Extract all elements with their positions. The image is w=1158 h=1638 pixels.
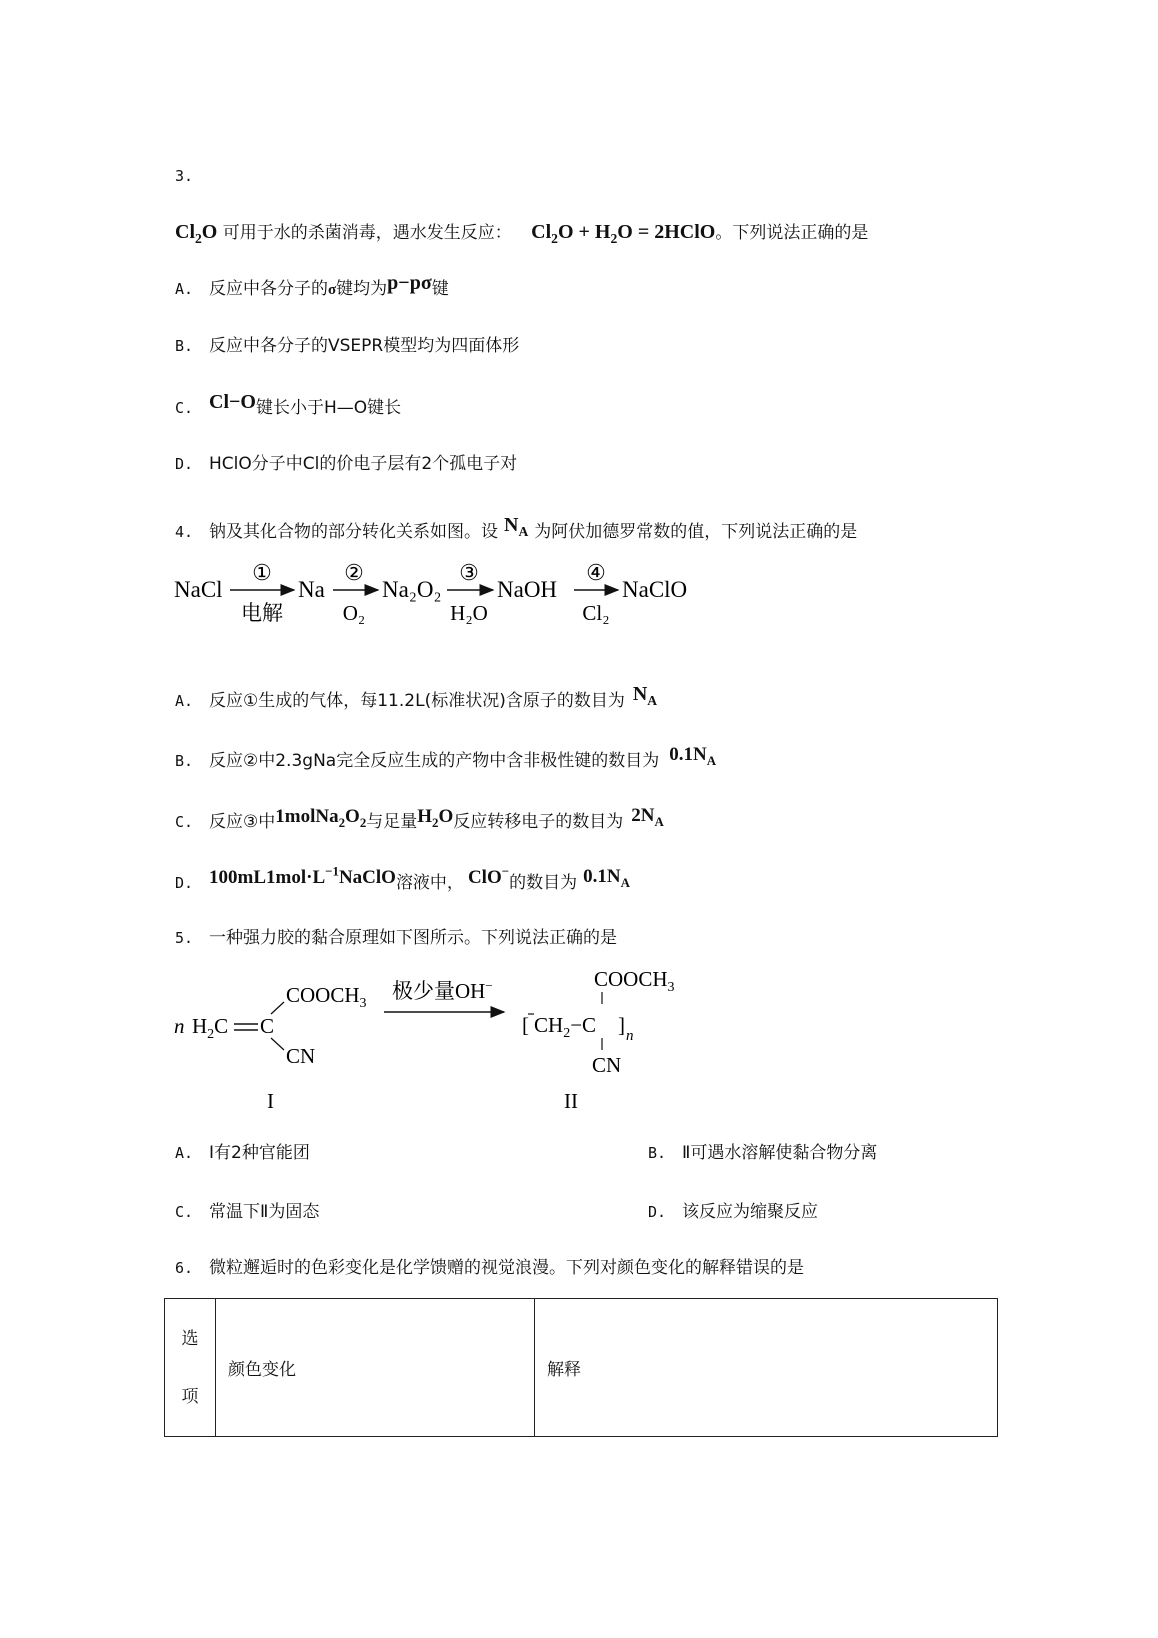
option-label: B.	[648, 1144, 667, 1162]
q4-option-b[interactable]	[175, 744, 717, 773]
option-label: B.	[175, 752, 194, 770]
q4-option-a[interactable]	[175, 683, 658, 713]
step-1-label: ①	[252, 560, 272, 585]
species-naclo: NaClO	[622, 577, 688, 602]
q5-option-b-text: Ⅱ可遇水溶解使黏合物分离	[682, 1143, 878, 1163]
option-label: D.	[648, 1203, 667, 1221]
q4-option-c-text-1: 反应③中	[209, 812, 276, 832]
q5-option-d[interactable]	[648, 1200, 818, 1224]
q3-stem-text-1: 可用于水的杀菌消毒，遇水发生反应：	[222, 223, 512, 243]
header-color-change: 颜色变化	[216, 1299, 535, 1437]
option-label: C.	[175, 399, 194, 417]
q4-stem	[175, 514, 858, 544]
q6-stem	[175, 1256, 804, 1280]
option-label: D.	[175, 455, 194, 473]
q6-table	[164, 1298, 998, 1437]
reaction-condition: 极少量OH−	[392, 978, 493, 1003]
q4-option-c-text-2: 与足量	[366, 812, 418, 832]
condition-2: O₂	[342, 601, 366, 625]
q3-number: 3.	[175, 167, 194, 185]
q3-stem-equation: $Cl_2O + H_2O$ = 2HClO	[531, 221, 716, 246]
bond-to-nitrile	[271, 1038, 284, 1050]
q3-option-a-formula: p−pσ	[387, 272, 432, 294]
q3-stem-formula: $Cl_2O$	[175, 221, 218, 246]
option-label: A.	[175, 280, 194, 298]
q4-stem-text-1: 钠及其化合物的部分转化关系如图。设	[209, 522, 498, 542]
q5-option-c[interactable]	[175, 1200, 319, 1224]
q3-option-b-text: 反应中各分子的VSEPR模型均为四面体形	[209, 336, 520, 356]
q3-option-b[interactable]	[175, 334, 519, 358]
step-2-label: ②	[344, 560, 364, 585]
table-header-row	[165, 1299, 998, 1437]
q4-option-d-formula-3: $0.1N_A$	[583, 866, 630, 890]
header-option	[165, 1299, 216, 1437]
q4-stem-formula: $N_A$	[504, 514, 529, 539]
species-nacl: NaCl	[174, 577, 223, 602]
q4-sodium-scheme	[170, 560, 730, 650]
condition-1: 电解	[241, 601, 283, 625]
condition-3: H₂O	[450, 601, 488, 625]
polymer-label: II	[564, 1089, 578, 1113]
q4-option-d-formula-1: $100mL1mol\cdot L^{-1}NaClO$	[209, 863, 396, 888]
q3-option-d-text: HClO分子中Cl的价电子层有2个孤电子对	[209, 454, 518, 474]
polymer-bracket-right: ]	[618, 1013, 625, 1037]
species-naoh: NaOH	[497, 577, 558, 602]
q5-option-b[interactable]	[648, 1141, 877, 1165]
bond-to-ester	[271, 1002, 284, 1014]
monomer-carbon: C	[260, 1014, 275, 1038]
header-option-line-1: 选	[181, 1328, 199, 1349]
option-label: A.	[175, 692, 194, 710]
q3-option-c-formula: Cl−O	[209, 391, 256, 413]
q4-option-a-text: 反应①生成的气体，每11.2L(标准状况)含原子的数目为	[209, 691, 625, 711]
species-na: Na	[298, 577, 325, 602]
step-3-label: ③	[459, 560, 479, 585]
header-option-line-2: 项	[181, 1386, 199, 1407]
q4-option-d-formula-2: ClO−	[467, 863, 510, 888]
monomer-h2c: $H_2C$	[192, 1014, 229, 1042]
q4-option-c-formula-3: $2N_A$	[631, 805, 664, 829]
q4-option-c-text-3: 反应转移电子的数目为	[453, 812, 624, 832]
monomer-coefficient: n	[174, 1014, 185, 1038]
q4-option-d[interactable]	[175, 863, 630, 895]
monomer-label: I	[267, 1089, 274, 1113]
q6-stem-text: 微粒邂逅时的色彩变化是化学馈赠的视觉浪漫。下列对颜色变化的解释错误的是	[209, 1258, 804, 1278]
step-4-label: ④	[586, 560, 606, 585]
condition-4: Cl₂	[582, 601, 610, 625]
q3-option-a-text-1: 反应中各分子的	[209, 279, 328, 299]
q4-option-c-formula-1: $1molNa_2O_2$	[275, 806, 367, 830]
q3-stem	[175, 220, 868, 245]
option-label: C.	[175, 1203, 194, 1221]
monomer-nitrile-group: CN	[286, 1044, 316, 1068]
q5-option-d-text: 该反应为缩聚反应	[682, 1202, 818, 1222]
q3-option-c-text: 键长小于H—O键长	[255, 398, 402, 418]
q5-option-a-text: Ⅰ有2种官能团	[209, 1143, 310, 1163]
option-label: A.	[175, 1144, 194, 1162]
q5-stem	[175, 926, 617, 950]
q4-option-d-text-1: 溶液中，	[395, 873, 464, 893]
polymer-ch2: $CH_2-C$	[534, 1013, 597, 1041]
q4-number: 4.	[175, 523, 194, 541]
q4-option-b-text: 反应②中2.3gNa完全反应生成的产物中含非极性键的数目为	[209, 751, 660, 771]
q4-option-c-formula-2: $H_2O$	[417, 806, 454, 830]
polymer-subscript-n: n	[626, 1028, 634, 1044]
option-label: B.	[175, 337, 194, 355]
q5-option-c-text: 常温下Ⅱ为固态	[209, 1202, 320, 1222]
header-explanation: 解释	[535, 1299, 998, 1437]
sigma-symbol: σ	[328, 282, 337, 298]
polymer-nitrile-group: CN	[592, 1053, 622, 1077]
q5-number: 5.	[175, 929, 194, 947]
monomer-ester-group: $COOCH_3$	[286, 983, 367, 1011]
q5-option-a[interactable]	[175, 1141, 310, 1165]
q4-option-d-text-2: 的数目为	[509, 873, 578, 893]
q3-option-a-text-2: 键均为	[336, 279, 388, 299]
q5-polymerization-scheme	[170, 966, 730, 1116]
q4-stem-text-2: 为阿伏加德罗常数的值，下列说法正确的是	[534, 522, 858, 542]
q3-option-a-text-3: 键	[431, 279, 449, 299]
polymer-ester-group: $COOCH_3$	[594, 967, 675, 995]
q4-option-a-formula: $N_A$	[632, 683, 658, 708]
q3-option-c[interactable]	[175, 391, 402, 420]
species-na2o2: Na₂O₂	[382, 577, 442, 602]
option-label: D.	[175, 874, 194, 892]
polymer-bracket-left: [	[522, 1013, 529, 1037]
q3-option-a[interactable]	[175, 272, 449, 302]
q4-option-c[interactable]	[175, 805, 664, 834]
option-label: C.	[175, 813, 194, 831]
q6-number: 6.	[175, 1259, 194, 1277]
q4-option-b-formula: $0.1N_A$	[669, 744, 717, 768]
q3-stem-text-2: 。下列说法正确的是	[715, 223, 869, 243]
q3-option-d[interactable]	[175, 452, 517, 476]
q5-stem-text: 一种强力胶的黏合原理如下图所示。下列说法正确的是	[209, 928, 617, 948]
